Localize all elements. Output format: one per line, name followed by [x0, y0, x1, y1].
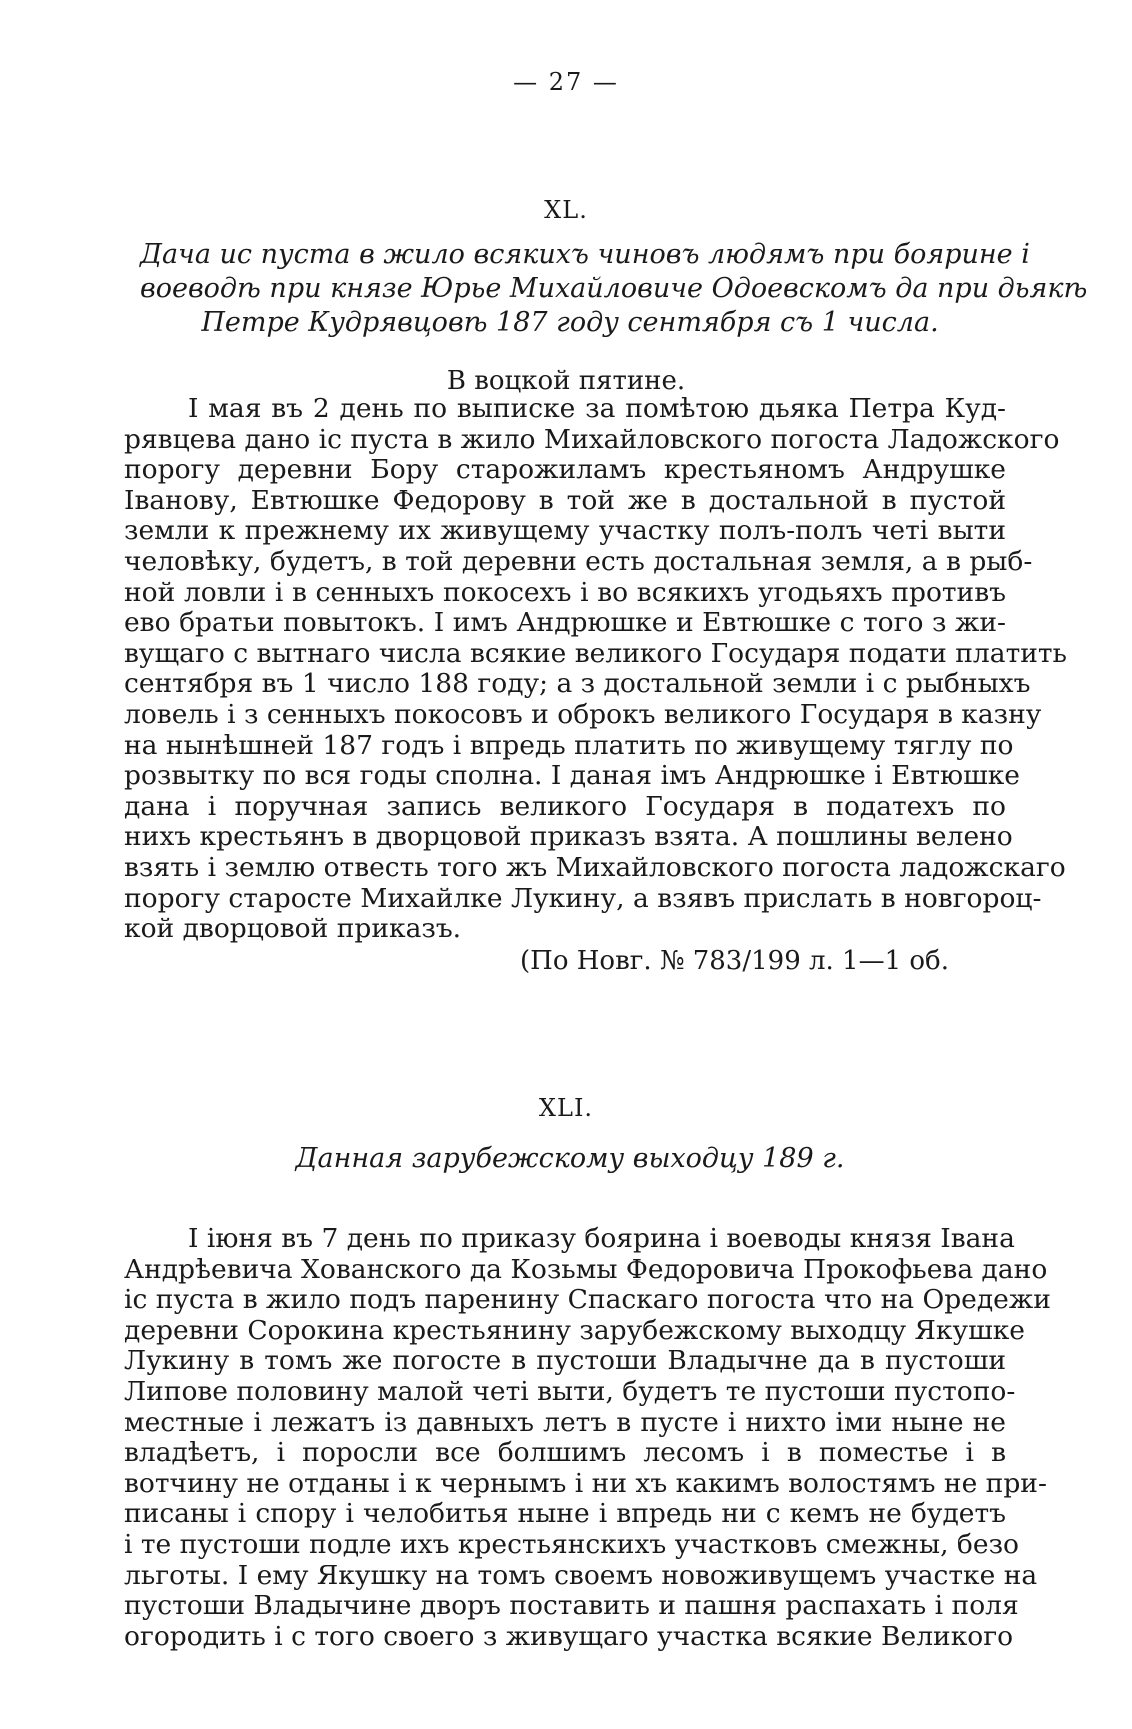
section-title-xli	[140, 1142, 1000, 1176]
text-line: льготы. I ему Якушку на томъ своемъ новоживущемъ участке на	[124, 1559, 1038, 1591]
section-title-line: Данная зарубежскому выходцу 189 г.	[295, 1143, 845, 1174]
section-number-xli: XLI.	[538, 1094, 594, 1122]
text-line: Андрѣевича Хованского да Козьмы Федоровича Прокофьева дано	[124, 1253, 1048, 1285]
text-line: і те пустоши подле ихъ крестьянскихъ участковъ смежны, безо	[124, 1528, 1019, 1560]
text-line: ловель і з сенныхъ покосовъ и оброкъ великого Государя в казну	[124, 698, 1042, 730]
text-line: кой дворцовой приказъ.	[124, 913, 462, 945]
source-citation: (По Новг. № 783/199 л. 1—1 об.	[520, 946, 949, 976]
text-line: писаны і спору і челобитья ныне і впредь ни с кемъ не будетъ	[124, 1498, 1006, 1530]
section-title-line: воеводѣ при князе Юрье Михайловиче Одоевскомъ да при дьякѣ	[140, 273, 1088, 304]
section-number-xl: XL.	[544, 196, 588, 224]
text-line: сентября въ 1 число 188 году; а з достальной земли і с рыбныхъ	[124, 668, 1031, 700]
text-line: дана і поручная запись великого Государя в податехъ по	[124, 790, 1006, 822]
text-line: местные і лежатъ із давныхъ летъ в пусте і нихто іми ныне не	[124, 1406, 1006, 1438]
text-line: I іюня въ 7 день по приказу боярина і воеводы князя Івана	[188, 1223, 1015, 1254]
text-line: нихъ крестьянъ в дворцовой приказъ взята. А пошлины велено	[124, 821, 1013, 853]
text-line: розвытку по вся годы сполна. I даная імъ Андрюшке і Евтюшке	[124, 760, 1020, 792]
section-title-line: Дача ис пуста в жило всякихъ чиновъ людямъ при боярине і	[140, 239, 1030, 270]
text-line: огородить і с того своего з живущаго участка всякие Великого	[124, 1620, 1014, 1652]
section-title-line: Петре Кудрявцовѣ 187 году сентября съ 1 числа.	[201, 307, 939, 338]
text-line: земли к прежнему их живущему участку полъ-полъ четі выти	[124, 515, 1006, 547]
text-line: Липове половину малой четі выти, будетъ те пустоши пустопо-	[124, 1375, 1016, 1407]
text-line: іс пуста в жило подъ паренину Спаскаго погоста что на Оредежи	[124, 1284, 1051, 1316]
text-line: на нынѣшней 187 годъ і впредь платить по живущему тяглу по	[124, 729, 1014, 761]
text-line: ево братьи повытокъ. I имъ Андрюшке и Евтюшке с того з жи-	[124, 607, 1006, 639]
text-line: I мая въ 2 день по выписке за помѣтою дьяка Петра Куд-	[188, 393, 1006, 424]
section-title-xl	[140, 238, 1088, 340]
text-line: ной ловли і в сенныхъ покосехъ і во всякихъ угодьяхъ противъ	[124, 576, 1006, 608]
text-line: порогу деревни Бору старожиламъ крестьяномъ Андрушке	[124, 454, 1006, 486]
page-number: — 27 —	[513, 68, 619, 96]
text-line: владѣетъ, і поросли все болшимъ лесомъ і в поместье і в	[124, 1437, 1006, 1469]
place-heading: В воцкой пятине.	[446, 366, 686, 396]
text-line: порогу старосте Михайлке Лукину, а взявъ прислать в новгороц-	[124, 882, 1042, 914]
section-body-xli	[124, 1223, 1051, 1652]
text-line: Лукину в томъ же погосте в пустоши Владычне да в пустоши	[124, 1345, 1006, 1377]
text-line: Іванову, Евтюшке Федорову в той же в достальной в пустой	[124, 484, 1006, 516]
text-line: деревни Сорокина крестьянину зарубежскому выходцу Якушке	[124, 1314, 1025, 1346]
text-line: вотчину не отданы і к чернымъ і ни хъ какимъ волостямъ не при-	[124, 1467, 1047, 1499]
section-body-xl	[124, 393, 1067, 945]
text-line: рявцева дано іс пуста в жило Михайловского погоста Ладожского	[124, 423, 1060, 455]
text-line: человѣку, будетъ, в той деревни есть достальная земля, а в рыб-	[124, 545, 1033, 577]
text-line: пустоши Владычине дворъ поставить и пашня распахать і поля	[124, 1590, 1019, 1622]
text-line: вущаго с вытнаго числа всякие великого Государя подати платить	[124, 637, 1067, 669]
text-line: взять і землю отвесть того жъ Михайловского погоста ладожскаго	[124, 851, 1066, 883]
